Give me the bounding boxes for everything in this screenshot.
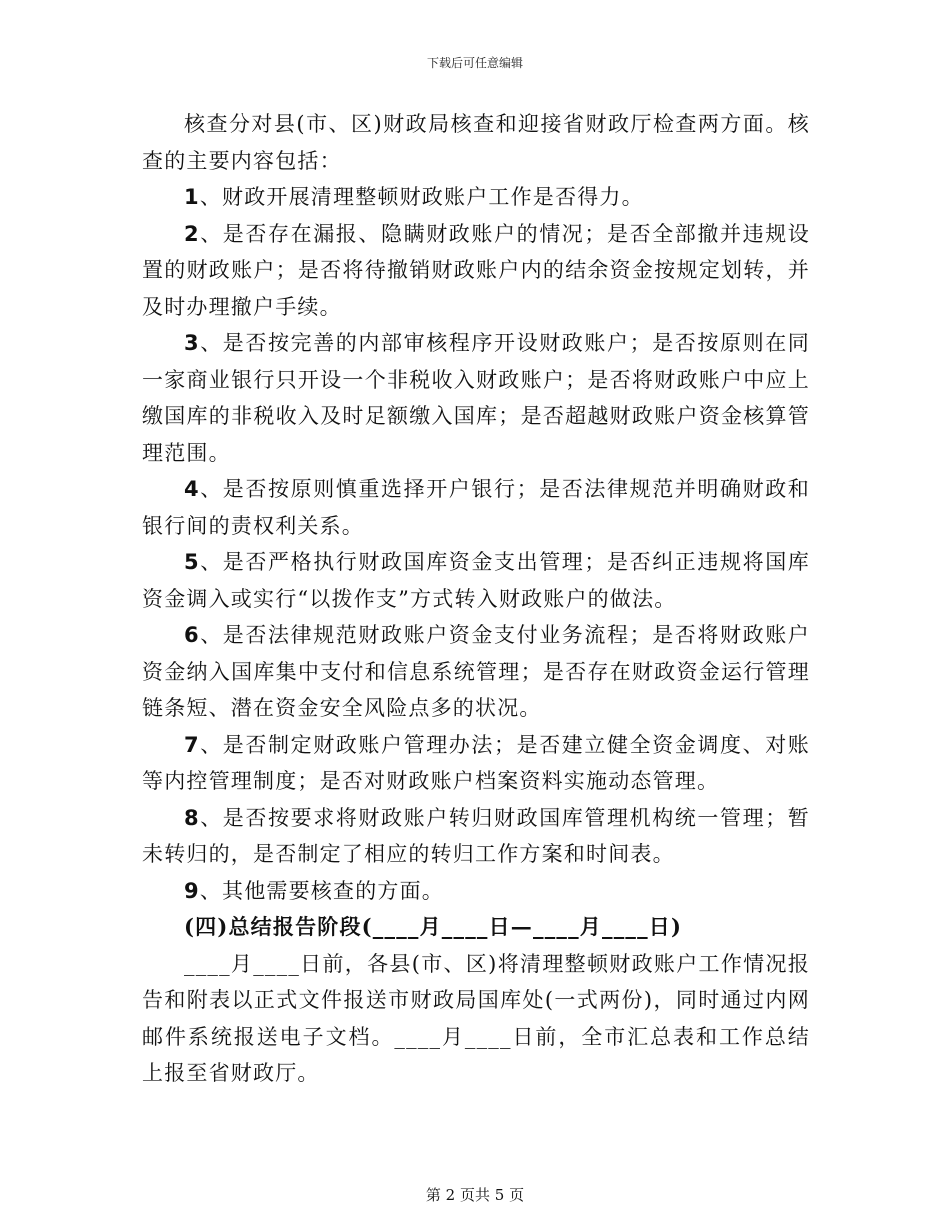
item-text: 、是否按完善的内部审核程序开设财政账户；是否按原则在同一家商业银行只开设一个非税收入财政账户；是否将财政账户中应上缴国库的非税收入及时足额缴入国库；是否超越财政账户资金核算管理范围。 [142,331,810,465]
list-item-4 [142,471,810,544]
list-item-7 [142,727,810,800]
item-number: 1 [184,185,200,209]
page-footer: 第 2 页共 5 页 [425,1186,525,1204]
item-text: 、是否按要求将财政账户转归财政国库管理机构统一管理；暂未转归的，是否制定了相应的转归工作方案和时间表。 [142,805,810,866]
item-number: 6 [184,623,200,647]
item-text: 、财政开展清理整顿财政账户工作是否得力。 [199,185,644,209]
intro-paragraph: 核查分对县(市、区)财政局核查和迎接省财政厅检查两方面。核查的主要内容包括： [142,112,810,173]
list-item-9 [142,873,810,910]
list-item-1 [142,179,810,216]
item-text: 、其他需要核查的方面。 [199,878,445,903]
item-number: 2 [184,221,200,246]
item-number: 9 [184,878,200,903]
section-heading: (四)总结报告阶段(____月____日—____月____日) [184,914,683,939]
item-text: 、是否严格执行财政国库资金支出管理；是否纠正违规将国库资金调入或实行“以拨作支”方式转入财政账户的做法。 [142,550,810,611]
item-number: 8 [184,805,200,830]
item-number: 7 [184,732,200,757]
page-header: 下载后可任意编辑 [426,56,523,70]
final-paragraph: ____月____日前，各县(市、区)将清理整顿财政账户工作情况报告和附表以正式文件报送市财政局国库处(一式两份)，同时通过内网邮件系统报送电子文档。____月____日前，全市汇总表和工作总结上报至省财政厅。 [142,951,810,1085]
item-number: 5 [184,550,200,574]
item-text: 、是否制定财政账户管理办法；是否建立健全资金调度、对账等内控管理制度；是否对财政账户档案资料实施动态管理。 [142,732,810,793]
item-text: 、是否存在漏报、隐瞒财政账户的情况；是否全部撤并违规设置的财政账户；是否将待撤销财政账户内的结余资金按规定划转，并及时办理撤户手续。 [142,221,810,319]
list-item-6 [142,617,810,727]
item-number: 3 [184,331,200,355]
document-body [142,106,810,1092]
list-item-5 [142,544,810,617]
list-item-2 [142,216,810,326]
item-number: 4 [184,477,200,501]
item-text: 、是否法律规范财政账户资金支付业务流程；是否将财政账户资金纳入国库集中支付和信息系统管理；是否存在财政资金运行管理链条短、潜在资金安全风险点多的状况。 [142,623,810,720]
item-text: 、是否按原则慎重选择开户银行；是否法律规范并明确财政和银行间的责权利关系。 [142,477,810,538]
list-item-8 [142,800,810,873]
list-item-3 [142,325,810,471]
